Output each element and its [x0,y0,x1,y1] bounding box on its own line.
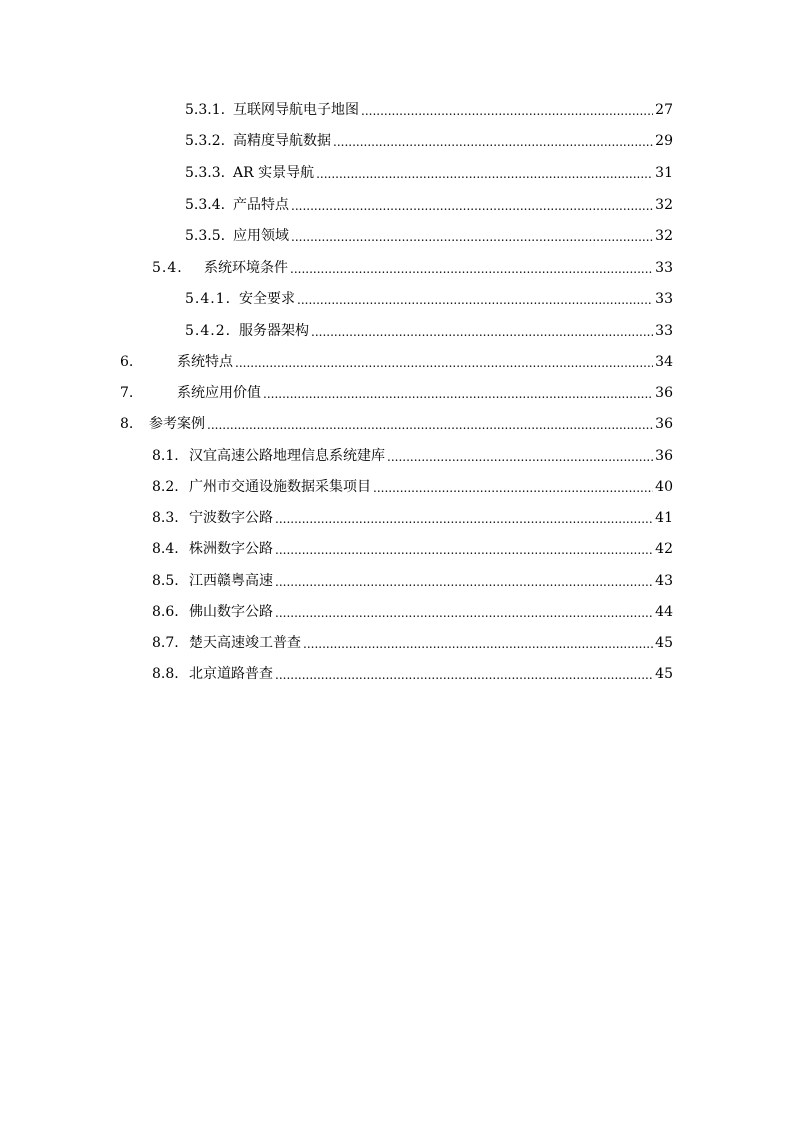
toc-entry-number: 5.3.2. [185,133,226,149]
toc-entry-page: 29 [655,133,673,149]
toc-entry-page: 36 [655,448,673,464]
toc-entry[interactable] [152,571,673,591]
toc-entry-number: 8.4. [152,541,179,557]
toc-dot-leader [297,289,653,309]
toc-entry[interactable] [185,289,673,309]
toc-entry-title: 株洲数字公路 [189,541,273,557]
toc-entry-title: 参考案例 [149,416,205,432]
toc-dot-leader [290,258,653,278]
toc-entry-title: 楚天高速竣工普查 [189,635,301,651]
toc-entry-page: 40 [655,479,673,495]
toc-dot-leader [373,477,653,497]
toc-entry[interactable] [152,446,673,466]
toc-entry[interactable] [185,226,673,246]
toc-entry[interactable] [185,321,673,341]
toc-entry-title: 系统环境条件 [204,260,288,276]
toc-dot-leader [263,383,653,403]
toc-entry-page: 45 [655,666,673,682]
toc-entry-title: 高精度导航数据 [233,133,331,149]
toc-entry[interactable] [185,163,673,183]
toc-entry-title: 互联网导航电子地图 [233,102,359,118]
toc-entry-title: 系统特点 [177,354,233,370]
toc-entry[interactable] [185,100,673,120]
toc-entry[interactable] [120,383,673,403]
toc-entry[interactable] [185,195,673,215]
toc-entry[interactable] [152,477,673,497]
toc-entry[interactable] [120,414,673,434]
toc-entry-number: 8.7. [152,635,179,651]
toc-entry-title: AR 实景导航 [233,165,315,181]
toc-dot-leader [275,602,653,622]
toc-entry[interactable] [152,602,673,622]
toc-entry-title: 产品特点 [233,197,289,213]
toc-entry[interactable] [152,664,673,684]
toc-entry-page: 31 [655,165,673,181]
toc-entry-page: 34 [655,354,673,370]
toc-entry[interactable] [152,508,673,528]
toc-dot-leader [303,633,653,653]
toc-entry-number: 8.8. [152,666,179,682]
toc-entry-number: 6. [120,354,134,370]
toc-entry-title: 安全要求 [239,291,295,307]
toc-entry-page: 36 [655,416,673,432]
toc-entry[interactable] [120,352,673,372]
toc-entry-title: 服务器架构 [239,323,309,339]
toc-entry-number: 7. [120,385,134,401]
toc-dot-leader [333,131,653,151]
toc-dot-leader [291,195,653,215]
toc-entry[interactable] [152,539,673,559]
toc-entry-number: 8.6. [152,604,179,620]
toc-entry-number: 8.5. [152,573,179,589]
toc-entry-title: 应用领域 [233,228,289,244]
toc-entry-page: 32 [655,228,673,244]
toc-entry-title: 系统应用价值 [177,385,261,401]
toc-dot-leader [361,100,653,120]
toc-entry-number: 5.3.5. [185,228,226,244]
toc-entry-page: 44 [655,604,673,620]
toc-entry-page: 32 [655,197,673,213]
toc-entry-page: 27 [655,102,673,118]
toc-entry-number: 5.3.4. [185,197,226,213]
toc-entry-number: 5.4.1. [185,291,232,307]
toc-entry-page: 33 [655,291,673,307]
toc-entry-title: 广州市交通设施数据采集项目 [189,479,371,495]
toc-entry-title: 江西赣粤高速 [189,573,273,589]
toc-entry-number: 5.3.1. [185,102,226,118]
toc-entry[interactable] [152,633,673,653]
toc-entry-number: 5.4.2. [185,323,232,339]
toc-entry-page: 41 [655,510,673,526]
toc-dot-leader [387,446,653,466]
toc-entry-number: 8.1. [152,448,179,464]
toc-dot-leader [207,414,653,434]
toc-entry-page: 42 [655,541,673,557]
toc-entry-number: 8.2. [152,479,179,495]
toc-entry-title: 汉宜高速公路地理信息系统建库 [189,448,385,464]
toc-dot-leader [311,321,653,341]
toc-entry-title: 北京道路普查 [189,666,273,682]
toc-dot-leader [291,226,653,246]
toc-entry-page: 33 [655,323,673,339]
toc-dot-leader [235,352,653,372]
toc-entry-page: 33 [655,260,673,276]
toc-entry-title: 宁波数字公路 [189,510,273,526]
toc-dot-leader [275,539,653,559]
toc-entry-title: 佛山数字公路 [189,604,273,620]
toc-dot-leader [275,571,653,591]
toc-entry[interactable] [185,131,673,151]
toc-dot-leader [275,508,653,528]
toc-dot-leader [275,664,653,684]
toc-entry[interactable] [152,258,673,278]
toc-entry-page: 43 [655,573,673,589]
toc-entry-number: 5.4. [152,260,183,276]
toc-entry-page: 45 [655,635,673,651]
toc-entry-number: 8. [120,416,134,432]
toc-dot-leader [316,163,653,183]
toc-entry-number: 8.3. [152,510,179,526]
toc-entry-page: 36 [655,385,673,401]
toc-entry-number: 5.3.3. [185,165,226,181]
